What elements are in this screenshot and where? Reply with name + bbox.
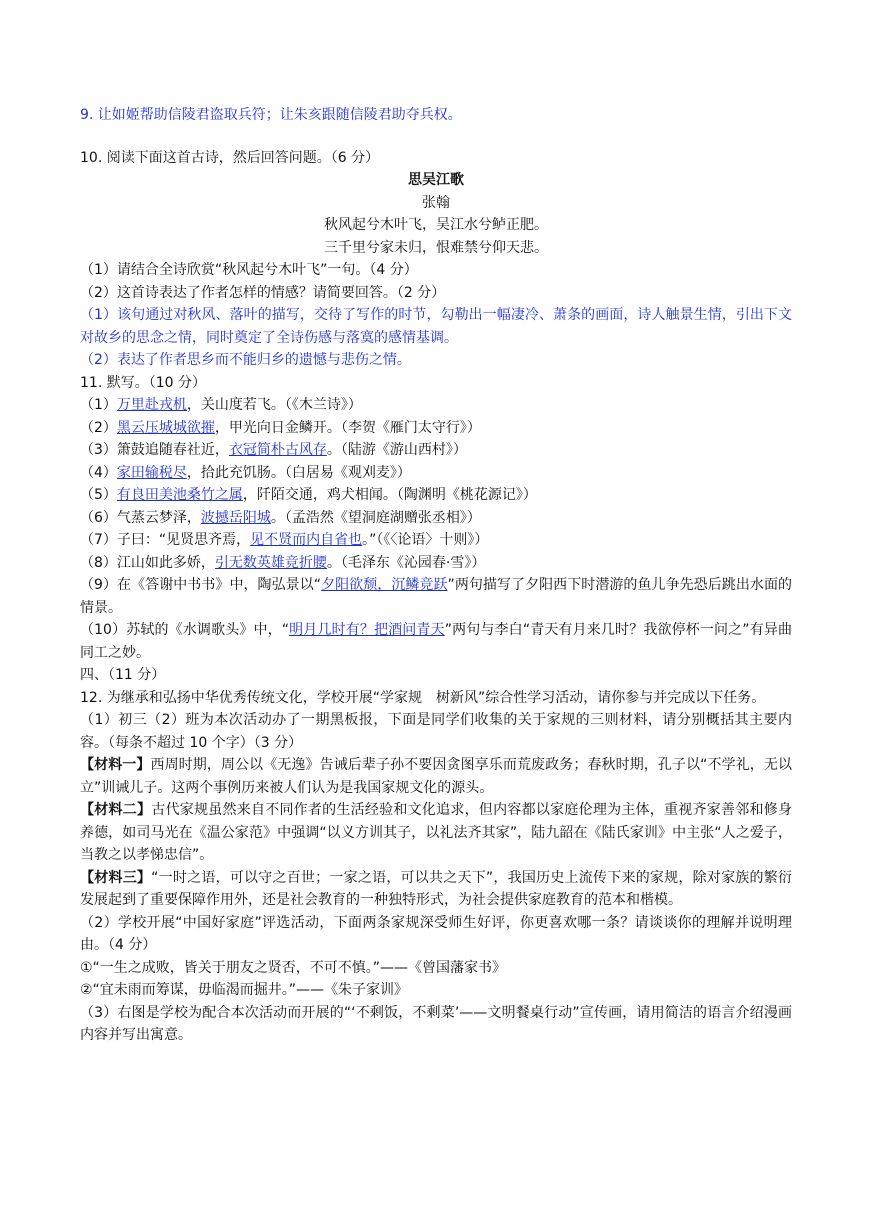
- material-1-label: 【材料一】: [80, 757, 151, 773]
- q11-prompt: 11. 默写。（10 分）: [80, 374, 206, 391]
- item-answer: 引无数英雄竞折腰: [214, 554, 327, 571]
- item-post: ，甲光向日金鳞开。（李贺《雁门太守行》）: [214, 419, 481, 436]
- material-3-text: “一时之语，可以守之百世；一家之语，可以共之天下”，我国历史上流传下来的家规，除对家族的繁衍发展起到了重要保障作用外，还是社会教育的一种独特形式，为社会提供家庭教育的范本和楷模。: [80, 869, 792, 908]
- item-pre: （1）: [80, 397, 117, 413]
- q11-item: [80, 462, 792, 485]
- poem-author: 张翰: [422, 194, 450, 211]
- q11-item: [80, 552, 792, 575]
- item9-pre: （9）在《答谢中书书》中，陶弘景以“: [80, 577, 322, 593]
- item-post: 。（毛泽东《沁园春·雪》）: [326, 554, 486, 571]
- item-answer: 有良田美池桑竹之属: [116, 487, 243, 503]
- item-post: 。（孟浩然《望洞庭湖赠张丞相》）: [270, 509, 481, 526]
- item-answer: 见不贤而内自省也: [250, 532, 363, 548]
- item-post: ，关山度若飞。（《木兰诗》）: [186, 397, 362, 413]
- item10-answer: 明月几时有？把酒问青天: [289, 622, 445, 638]
- q10-sub1: （1）请结合全诗欣赏“秋风起兮木叶飞”一句。（4 分）: [80, 262, 418, 278]
- item-answer: 家田输税尽: [116, 464, 187, 481]
- q11-item-9: [80, 574, 792, 619]
- item-pre: （5）: [80, 487, 117, 503]
- item-pre: （4）: [80, 464, 117, 481]
- item-pre: （8）江山如此多娇，: [80, 554, 215, 571]
- document-content: [80, 104, 792, 1047]
- q10-answer-2: （2）表达了作者思乡而不能归乡的遗憾与悲伤之情。: [80, 352, 411, 368]
- item-pre: （2）: [80, 419, 117, 436]
- q10-sub2: （2）这首诗表达了作者怎样的情感？请简要回答。（2 分）: [80, 284, 446, 301]
- q12-sub1: （1）初三（2）班为本次活动办了一期黑板报，下面是同学们收集的关于家规的三则材料，请分别概括其主要内容。（每条不超过 10 个字）（3 分）: [80, 712, 792, 751]
- q12-option-1: ①“一生之成败，皆关于朋友之贤否，不可不慎。”——《曾国藩家书》: [80, 959, 507, 976]
- q12-sub2: （2）学校开展“中国好家庭”评选活动，下面两条家规深受师生好评，你更喜欢哪一条？请谈谈你的理解并说明理由。（4 分）: [80, 914, 792, 953]
- item-pre: （7）子曰：“见贤思齐焉，: [80, 532, 251, 548]
- q11-item: [80, 394, 792, 417]
- q11-item: [80, 484, 792, 507]
- poem-line-1: 秋风起兮木叶飞，吴江水兮鲈正肥。: [324, 217, 548, 233]
- material-3: [80, 867, 792, 912]
- q12-prompt: 12. 为继承和弘扬中华优秀传统文化，学校开展“学家规 树新风”综合性学习活动，请你参与并完成以下任务。: [80, 689, 766, 706]
- q11-item: [80, 439, 792, 462]
- material-1: [80, 754, 792, 799]
- q9-answer: 9. 让如姬帮助信陵君盗取兵符；让朱亥跟随信陵君助夺兵权。: [80, 107, 462, 123]
- q11-item: [80, 529, 792, 552]
- item9-post: ”两句描写了夕阳西下时潜游的鱼儿争先恐后跳出水面的情景。: [80, 577, 792, 616]
- q11-item: [80, 417, 792, 440]
- item10-post: ”两句与李白“青天有月来几时？我欲停杯一问之”有异曲同工之妙。: [80, 622, 792, 661]
- item-post: 。”（《〈论语〉十则》）: [362, 532, 489, 548]
- material-2-label: 【材料二】: [80, 802, 152, 818]
- poem-title: 思吴江歌: [408, 172, 464, 188]
- item-post: ，阡陌交通，鸡犬相闻。（陶渊明《桃花源记》）: [242, 487, 537, 503]
- poem-line-2: 三千里兮家未归，恨难禁兮仰天悲。: [324, 239, 548, 256]
- item-pre: （6）气蒸云梦泽，: [80, 509, 201, 526]
- q11-item-10: [80, 619, 792, 664]
- q12-option-2: ②“宜未雨而筹谋，毋临渴而掘井。”——《朱子家训》: [80, 982, 409, 998]
- item-answer: 衣冠简朴古风存: [228, 442, 327, 458]
- item-post: 。（陆游《游山西村》）: [326, 442, 467, 458]
- material-2-text: 古代家规虽然来自不同作者的生活经验和文化追求，但内容都以家庭伦理为主体，重视齐家善邻和修身养德，如司马光在《温公家范》中强调“以义方训其子，以礼法齐其家”，陆九韶在《陆氏家训》中主张“人之爱子，当教之以孝悌忠信”。: [80, 802, 793, 863]
- item-answer: 万里赴戎机: [116, 397, 187, 413]
- q10-answer-1: （1）该句通过对秋风、落叶的描写，交待了写作的时节，勾勒出一幅凄冷、萧条的画面，诗人触景生情，引出下文对故乡的思念之情，同时奠定了全诗伤感与落寞的感情基调。: [80, 307, 792, 346]
- material-1-text: 西周时期，周公以《无逸》告诫后辈子孙不要因贪图享乐而荒废政务；春秋时期，孔子以“不学礼，无以立”训诫儿子。这两个事例历来被人们认为是我国家规文化的源头。: [80, 757, 792, 796]
- q10-prompt: 10. 阅读下面这首古诗，然后回答问题。（6 分）: [80, 149, 380, 166]
- item-pre: （3）箫鼓追随春社近，: [80, 442, 229, 458]
- item-post: ，拾此充饥肠。（白居易《观刈麦》）: [186, 464, 411, 481]
- q11-items: [80, 394, 792, 574]
- q12-sub3: （3）右图是学校为配合本次活动而开展的“‘不剩饭，不剩菜’——文明餐桌行动”宣传画，请用简洁的语言介绍漫画内容并写出寓意。: [80, 1004, 792, 1043]
- material-2: [80, 799, 792, 867]
- item-answer: 黑云压城城欲摧: [116, 419, 215, 436]
- item9-answer: 夕阳欲颓，沉鳞竞跃: [321, 577, 448, 593]
- material-3-label: 【材料三】: [80, 869, 152, 886]
- section-4-heading: 四、（11 分）: [80, 667, 166, 683]
- item-answer: 波撼岳阳城: [200, 509, 271, 526]
- q11-item: [80, 507, 792, 530]
- item10-pre: （10）苏轼的《水调歌头》中，“: [80, 622, 290, 638]
